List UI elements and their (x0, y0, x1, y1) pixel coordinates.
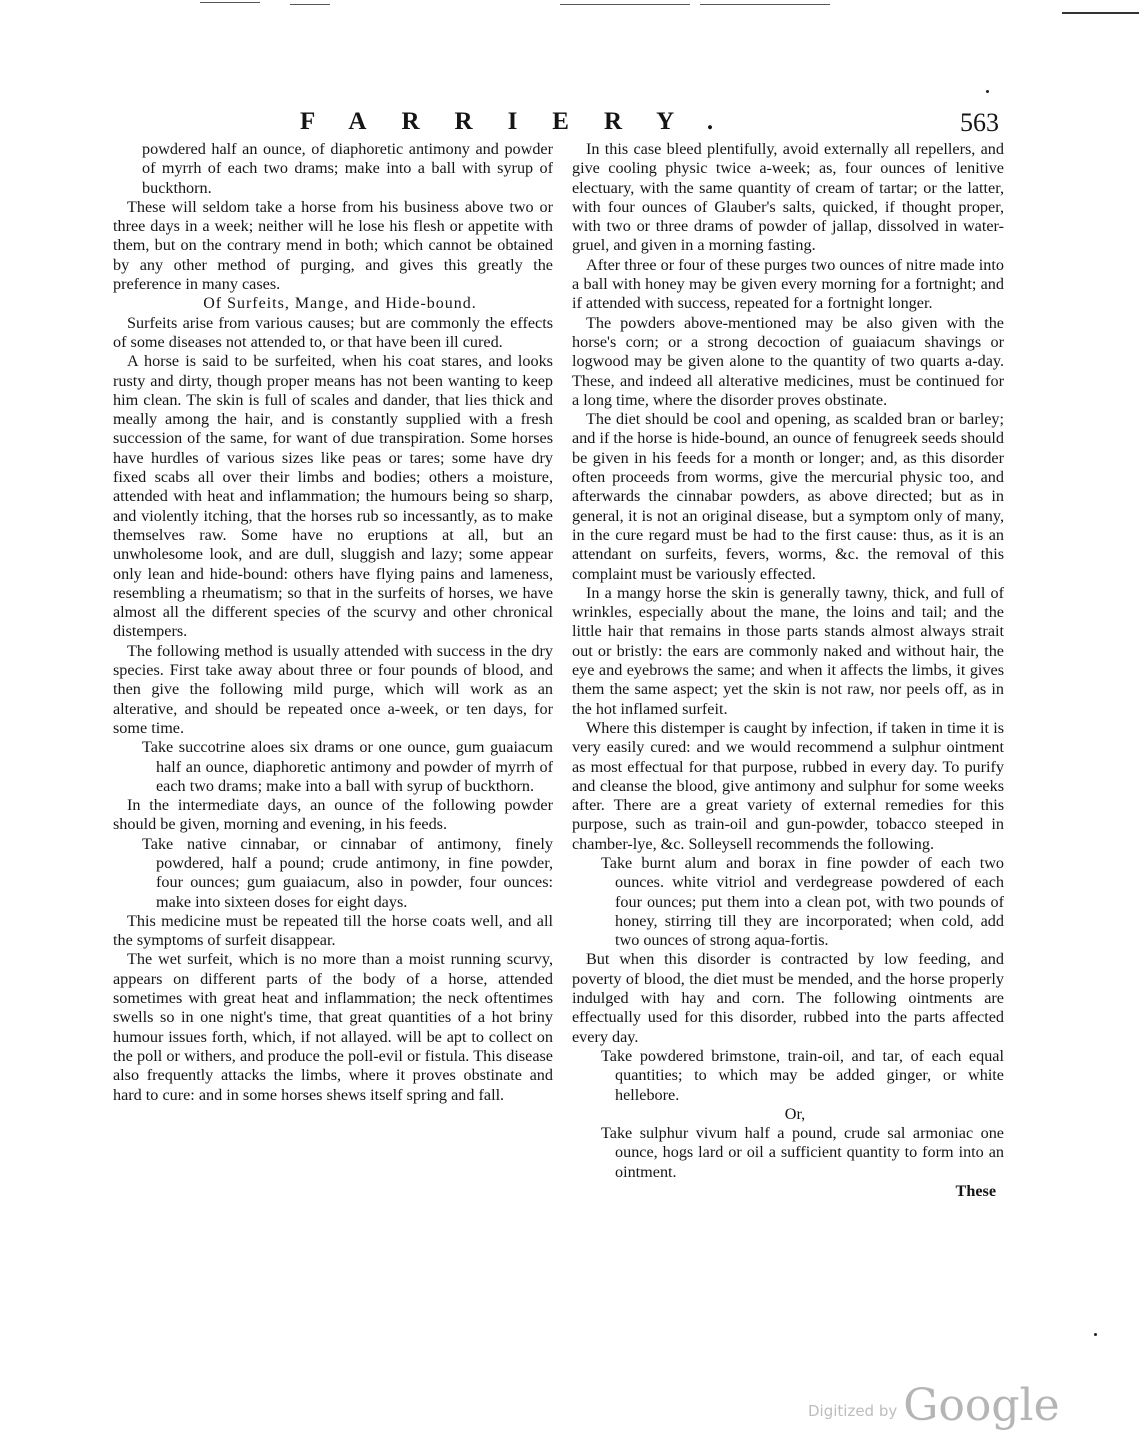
recipe: Take powdered brimstone, train-oil, and tar, of each equal quantities; to which may be added ginger, or white hellebore. (601, 1046, 1004, 1104)
paragraph: In a mangy horse the skin is generally tawny, thick, and full of wrinkles, especially about the mane, the loins and tail; and the little hair that remains in those parts stands almost always strait out or bristly: the ears are commonly naked and without hair, the eye and eyebrows the same; and when it affects the limbs, it gives them the same aspect; yet the skin is not raw, nor peels off, as in the hot inflamed surfeit. (572, 583, 1004, 718)
paragraph: But when this disorder is contracted by low feeding, and poverty of blood, the diet must be mended, and the horse properly indulged with hay and corn. The following ointments are effectually used for this disorder, rubbed into the parts affected every day. (572, 950, 1004, 1046)
recipe-continuation: powdered half an ounce, of diaphoretic antimony and powder of myrrh of each two drams; make into a ball with syrup of buckthorn. (142, 140, 553, 197)
paragraph: This medicine must be repeated till the horse coats well, and all the symptoms of surfeit disappear. (113, 911, 553, 950)
left-column (113, 140, 553, 1105)
right-column (572, 140, 1004, 1201)
paragraph: The wet surfeit, which is no more than a moist running scurvy, appears on different parts of the body of a horse, attended sometimes with great heat and inflammation; the neck oftentimes swells so in one night's time, that great quantities of a hot briny humour issues forth, which, if not allayed. will be apt to collect on the poll or withers, and produce the poll-evil or fistula. This disease also frequently attacks the limbs, where it proves obstinate and hard to cure: and in some horses shews itself spring and fall. (113, 950, 553, 1104)
paragraph: After three or four of these purges two ounces of nitre made into a ball with honey may be given every morning for a fortnight; and if attended with success, repeated for a fortnight longer. (572, 255, 1004, 313)
recipe: Take succotrine aloes six drams or one ounce, gum guaiacum half an ounce, diaphoretic antimony and powder of myrrh of each two drams; make into a ball with syrup of buckthorn. (142, 738, 553, 795)
paragraph: These will seldom take a horse from his business above two or three days in a week; neither will he lose his flesh or appetite with them, but on the contrary mend in both; which cannot be obtained by any other method of purging, and gives this greatly the preference in many cases. (113, 197, 553, 294)
section-heading: Of Surfeits, Mange, and Hide-bound. (203, 295, 477, 313)
top-rule (560, 4, 690, 5)
paragraph: A horse is said to be surfeited, when his coat stares, and looks rusty and dirty, though proper means has not been wanting to keep him clean. The skin is full of scales and dander, that lies thick and meally among the hair, and is constantly supplied with a fresh succession of the same, for want of due transpiration. Some horses have hurdles of various sizes like peas or tares; some have dry fixed scabs all over their limbs and bodies; others a moisture, attended with heat and inflammation; the humours being so sharp, and violently itching, that the horses rub so incessantly, as to make themselves raw. Some have no eruptions at all, but an unwholesome look, and are dull, sluggish and lazy; some appear only lean and hide-bound: others have flying pains and lameness, resembling a rheumatism; so that in the surfeits of horses, we have almost all the different species of the scurvy and other chronical distempers. (113, 352, 553, 641)
alternative-marker: Or, (784, 1104, 806, 1123)
recipe: Take native cinnabar, or cinnabar of antimony, finely powdered, half a pound; crude antimony, in fine powder, four ounces; gum guaiacum, also in powder, four ounces: make into sixteen doses for eight days. (142, 834, 553, 911)
catchword: These (955, 1182, 996, 1201)
watermark-prefix: Digitized by (808, 1402, 898, 1420)
running-title: FARRIERY. (300, 108, 749, 135)
paragraph: The diet should be cool and opening, as scalded bran or barley; and if the horse is hide-bound, an ounce of fenugreek seeds should be given in his feeds for a month or longer; and, as this disorder often proceeds from worms, give the mercurial physic too, and afterwards the cinnabar powders, as above directed; but as in general, it is not an original disease, but a symptom only of many, in the cure regard must be had to the first cause: thus, as it is an attendant on surfeits, fevers, worms, &c. the removal of this complaint must be variously effected. (572, 410, 1004, 583)
top-rule (200, 2, 260, 3)
paragraph: Where this distemper is caught by infection, if taken in time it is very easily cured: and we would recommend a sulphur ointment as most effectual for that purpose, rubbed in every day. To purify and cleanse the blood, give antimony and sulphur for some weeks after. There are a great variety of external remedies for this purpose, such as train-oil and gun-powder, tobacco steeped in chamber-lye, &c. Solleysell recommends the following. (572, 718, 1004, 853)
paragraph: In this case bleed plentifully, avoid externally all repellers, and give cooling physic twice a-week; as, four ounces of lenitive electuary, with the same quantity of cream of tartar; or the latter, with four ounces of Glauber's salts, quicked, if thought proper, with two or three drams of powder of jallap, dissolved in water-gruel, and given in a morning fasting. (572, 140, 1004, 255)
top-rule (1062, 12, 1139, 14)
speck (1094, 1333, 1097, 1336)
paragraph: Surfeits arise from various causes; but are commonly the effects of some diseases not attended to, or that have been ill cured. (113, 313, 553, 351)
watermark-brand: Google (903, 1380, 1060, 1431)
top-rule (700, 4, 830, 5)
page-number: 563 (960, 108, 999, 137)
paragraph: In the intermediate days, an ounce of the following powder should be given, morning and evening, in his feeds. (113, 796, 553, 834)
recipe: Take sulphur vivum half a pound, crude sal armoniac one ounce, hogs lard or oil a sufficient quantity to form into an ointment. (601, 1124, 1004, 1181)
paragraph: The powders above-mentioned may be also given with the horse's corn; or a strong decoction of guaiacum shavings or logwood may be given alone to the quantity of two quarts a-day. These, and indeed all alterative medicines, must be continued for a long time, where the disorder proves obstinate. (572, 313, 1004, 409)
speck (986, 90, 989, 93)
top-rule (290, 4, 330, 5)
recipe: Take burnt alum and borax in fine powder of each two ounces. white vitriol and verdegrease powdered of each four ounces; put them into a clean pot, with two pounds of honey, stirring till they are incorporated; when cold, add two ounces of strong aqua-fortis. (601, 853, 1004, 950)
paragraph: The following method is usually attended with success in the dry species. First take away about three or four pounds of blood, and then give the following mild purge, which will work as an alterative, and should be repeated once a-week, or ten days, for some time. (113, 641, 553, 737)
digitization-watermark (808, 1380, 1060, 1431)
